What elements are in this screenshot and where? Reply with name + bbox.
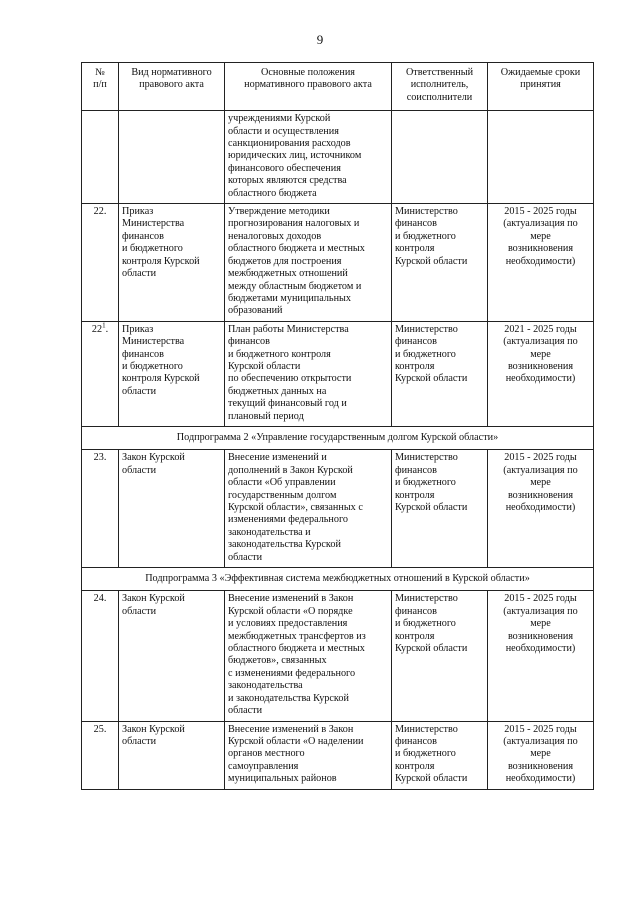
cell-main-provisions: Внесение изменений и дополнений в Закон Курской области «Об управлении государственным долгом Курской области», связанных с изменениями федерального законодательства и законодательства Курской области [225, 450, 392, 568]
cell-deadline [488, 111, 594, 204]
cell-responsible: Министерство финансов и бюджетного контроля Курской области [392, 204, 488, 322]
header-act-type: Вид нормативного правового акта [119, 63, 225, 111]
table-row [82, 321, 594, 426]
cell-num: 23. [82, 450, 119, 568]
table-row [82, 111, 594, 204]
cell-responsible [392, 111, 488, 204]
cell-act-type: Приказ Министерства финансов и бюджетного контроля Курской области [119, 204, 225, 322]
cell-main-provisions: План работы Министерства финансов и бюджетного контроля Курской области по обеспечению открытости бюджетных данных на текущий финансовый год и плановый период [225, 321, 392, 426]
legal-acts-table [81, 62, 594, 790]
cell-num: $22^1$. [82, 321, 119, 426]
header-num: № п/п [82, 63, 119, 111]
cell-responsible: Министерство финансов и бюджетного контроля Курской области [392, 450, 488, 568]
cell-main-provisions: Внесение изменений в Закон Курской области «О наделении органов местного самоуправления муниципальных районов [225, 721, 392, 789]
cell-deadline: 2021 - 2025 годы (актуализация по мере возникновения необходимости) [488, 321, 594, 426]
cell-act-type [119, 111, 225, 204]
cell-deadline: 2015 - 2025 годы (актуализация по мере возникновения необходимости) [488, 450, 594, 568]
cell-num: 24. [82, 591, 119, 721]
subprogram-2-heading: Подпрограмма 2 «Управление государственным долгом Курской области» [82, 426, 594, 449]
subprogram-heading-row [82, 426, 594, 449]
cell-main-provisions: учреждениями Курской области и осуществления санкционирования расходов юридических лиц, источником финансового обеспечения которых являются средства областного бюджета [225, 111, 392, 204]
cell-responsible: Министерство финансов и бюджетного контроля Курской области [392, 321, 488, 426]
cell-num: 25. [82, 721, 119, 789]
table-row [82, 721, 594, 789]
subprogram-heading-row [82, 568, 594, 591]
cell-act-type: Закон Курской области [119, 591, 225, 721]
cell-deadline: 2015 - 2025 годы (актуализация по мере возникновения необходимости) [488, 204, 594, 322]
cell-act-type: Закон Курской области [119, 450, 225, 568]
subprogram-3-heading: Подпрограмма 3 «Эффективная система межбюджетных отношений в Курской области» [82, 568, 594, 591]
header-responsible: Ответственный исполнитель, соисполнители [392, 63, 488, 111]
table-row [82, 204, 594, 322]
cell-main-provisions: Утверждение методики прогнозирования налоговых и неналоговых доходов областного бюджета и местных бюджетов для построения межбюджетных отношений между областным бюджетом и бюджетами муниципальных образований [225, 204, 392, 322]
cell-deadline: 2015 - 2025 годы (актуализация по мере возникновения необходимости) [488, 591, 594, 721]
header-deadline: Ожидаемые сроки принятия [488, 63, 594, 111]
cell-num [82, 111, 119, 204]
table-row [82, 591, 594, 721]
cell-num: 22. [82, 204, 119, 322]
cell-responsible: Министерство финансов и бюджетного контроля Курской области [392, 721, 488, 789]
cell-responsible: Министерство финансов и бюджетного контроля Курской области [392, 591, 488, 721]
cell-deadline: 2015 - 2025 годы (актуализация по мере возникновения необходимости) [488, 721, 594, 789]
cell-act-type: Закон Курской области [119, 721, 225, 789]
table-header-row [82, 63, 594, 111]
cell-act-type: Приказ Министерства финансов и бюджетного контроля Курской области [119, 321, 225, 426]
cell-main-provisions: Внесение изменений в Закон Курской области «О порядке и условиях предоставления межбюджетных трансфертов из областного бюджета и местных бюджетов», связанных с изменениями федерального законодательства и законодательства Курской области [225, 591, 392, 721]
table-row [82, 450, 594, 568]
page-number: 9 [316, 32, 324, 47]
header-main-provisions: Основные положения нормативного правового акта [225, 63, 392, 111]
